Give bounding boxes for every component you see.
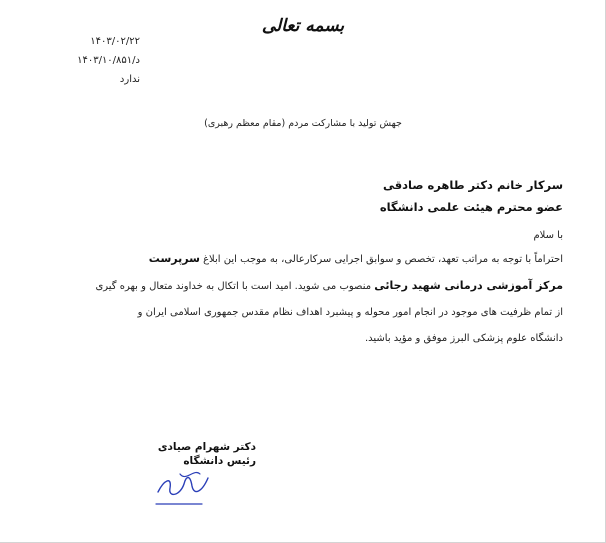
letter-date: ۱۴۰۳/۰۲/۲۲: [90, 36, 140, 47]
signer-name: دکتر شهرام صیادی: [157, 441, 256, 453]
signer-title: رئیس دانشگاه: [183, 455, 256, 467]
body-line-1-text: احتراماً با توجه به مراتب تعهد، تخصص و سوابق اجرایی سرکارعالی، به موجب این ابلاغ: [203, 254, 563, 265]
letter-attachment: ندارد: [119, 74, 140, 85]
body-line-2-text: منصوب می شوید. امید است با اتکال به خداوند متعال و بهره گیری: [95, 281, 372, 292]
letter-heading: بسمه تعالی: [261, 16, 345, 36]
body-line-2-bold: مرکز آموزشی درمانی شهید رجائی: [374, 279, 563, 292]
letter-body: [38, 246, 563, 352]
body-line-3: از تمام ظرفیت های موجود در انجام امور محوله و پیشبرد اهداف نظام مقدس جمهوری اسلامی ایران و: [137, 307, 563, 318]
letter-number: ۱۴۰۳/د/۱۰/۸۵۱: [77, 55, 140, 66]
recipient-title: عضو محترم هیئت علمی دانشگاه: [379, 200, 563, 214]
greeting: با سلام: [533, 230, 563, 241]
letter-meta: [40, 32, 140, 89]
recipient-block: [380, 174, 563, 218]
body-line-1-bold: سرپرست: [148, 252, 200, 265]
body-line-2: [38, 273, 563, 300]
body-line-4: دانشگاه علوم پزشکی البرز موفق و مؤید باشید.: [364, 333, 563, 344]
recipient-name: سرکار خانم دکتر طاهره صادقی: [382, 178, 563, 192]
signature-scribble: [150, 462, 220, 510]
body-line-1: [38, 246, 563, 273]
letter-motto: جهش تولید با مشارکت مردم (مقام معظم رهبری): [204, 118, 402, 129]
